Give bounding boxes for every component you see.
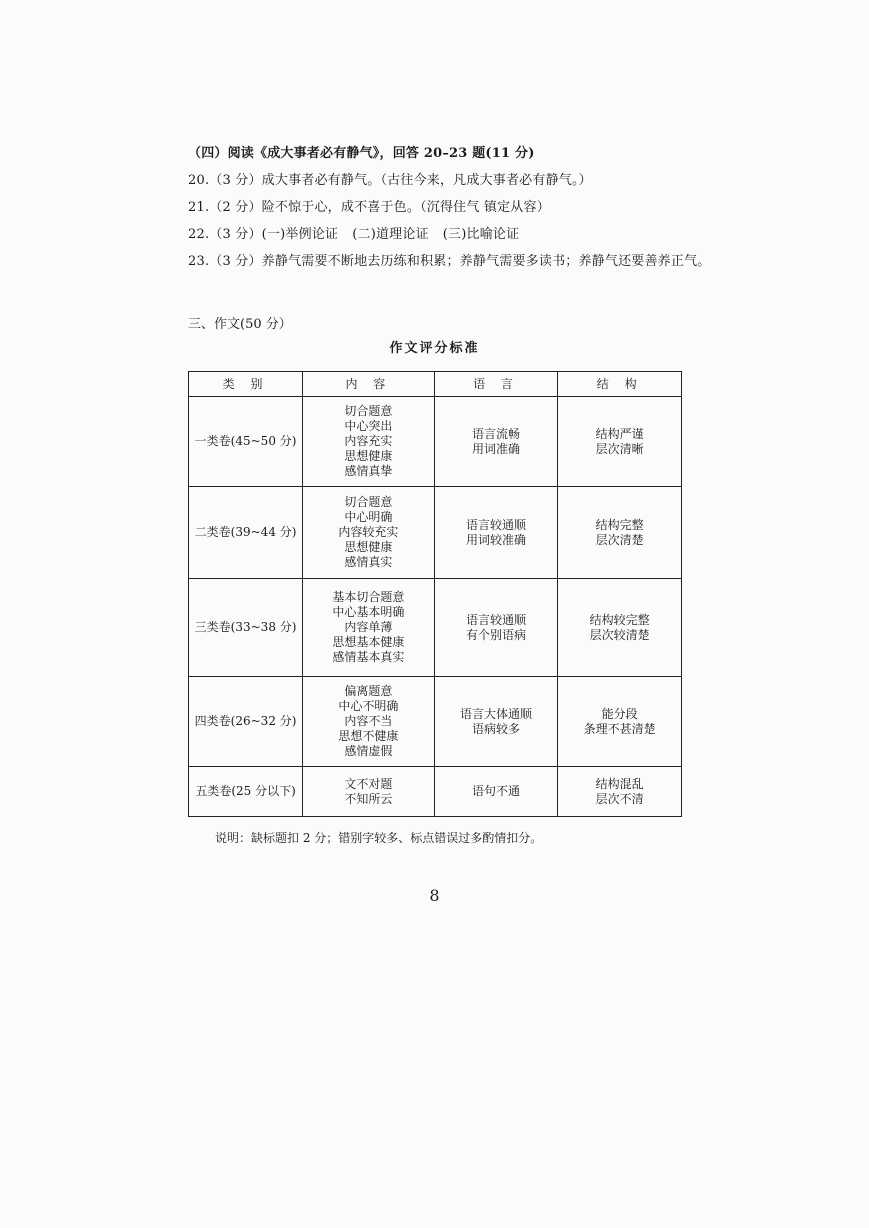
content-item: 内容单薄 <box>344 620 393 634</box>
structure-item: 层次不清 <box>595 791 644 806</box>
structure-item: 条理不甚清楚 <box>583 721 656 736</box>
content-item: 中心不明确 <box>338 699 399 713</box>
content-item: 中心明确 <box>344 510 393 524</box>
table-row <box>189 767 682 817</box>
language-cell <box>434 677 558 767</box>
structure-cell <box>558 767 682 817</box>
content-item: 切合题意 <box>344 404 393 418</box>
language-item: 用词准确 <box>471 441 520 456</box>
content-item: 文不对题 <box>344 776 393 791</box>
content-item: 中心突出 <box>344 419 393 433</box>
table-header-row <box>189 372 682 397</box>
language-item: 用词较准确 <box>465 532 526 547</box>
content-item: 思想健康 <box>344 449 393 463</box>
content-item: 感情真实 <box>344 555 393 569</box>
structure-cell <box>558 677 682 767</box>
content-item: 内容较充实 <box>338 525 399 539</box>
answer-22-part-1: 22.（3 分）(一)举例论证 <box>188 227 339 242</box>
structure-item: 结构完整 <box>595 517 644 532</box>
structure-item: 层次清晰 <box>595 441 644 456</box>
structure-cell <box>558 487 682 579</box>
reading-answers <box>188 146 711 281</box>
answer-23: 23.（3 分）养静气需要不断地去历练和积累；养静气需要多读书；养静气还要善养正气。 <box>188 254 711 269</box>
language-cell <box>434 579 558 677</box>
content-item: 偏离题意 <box>344 684 393 698</box>
language-cell <box>434 397 558 487</box>
structure-item: 层次清楚 <box>595 532 644 547</box>
language-item: 有个别语病 <box>465 627 526 642</box>
category-cell: 二类卷(39~44 分) <box>189 487 303 579</box>
table-row <box>189 677 682 767</box>
answer-20: 20.（3 分）成大事者必有静气。（古往今来，凡成大事者必有静气。） <box>188 173 592 188</box>
category-cell: 三类卷(33~38 分) <box>189 579 303 677</box>
header-category: 类 别 <box>189 372 303 397</box>
language-item: 语句不通 <box>471 784 520 798</box>
language-item: 语言较通顺 <box>465 517 526 532</box>
category-cell: 五类卷(25 分以下) <box>189 767 303 817</box>
table-row <box>189 397 682 487</box>
content-item: 中心基本明确 <box>332 605 405 619</box>
answer-21: 21.（2 分）险不惊于心，成不喜于色。（沉得住气 镇定从容） <box>188 200 550 215</box>
structure-item: 结构严谨 <box>595 426 644 441</box>
table-row <box>189 487 682 579</box>
structure-item: 能分段 <box>601 706 638 721</box>
content-item: 思想不健康 <box>338 729 399 743</box>
content-item: 不知所云 <box>344 791 393 806</box>
language-item: 语言较通顺 <box>465 612 526 627</box>
header-structure: 结 构 <box>558 372 682 397</box>
content-cell <box>303 579 435 677</box>
category-cell: 四类卷(26~32 分) <box>189 677 303 767</box>
language-cell <box>434 487 558 579</box>
header-language: 语 言 <box>434 372 558 397</box>
content-item: 切合题意 <box>344 495 393 509</box>
language-item: 语病较多 <box>471 721 520 736</box>
answer-22 <box>188 227 708 243</box>
content-item: 思想健康 <box>344 540 393 554</box>
reading-section-heading: （四）阅读《成大事者必有静气》，回答 20–23 题(11 分) <box>188 146 535 161</box>
header-content: 内 容 <box>303 372 435 397</box>
content-item: 感情虚假 <box>344 744 393 758</box>
structure-item: 结构混乱 <box>595 776 644 791</box>
language-item: 语言流畅 <box>471 426 520 441</box>
content-item: 感情真挚 <box>344 464 393 478</box>
answer-22-part-2: (二)道理论证 <box>352 227 429 242</box>
content-item: 感情基本真实 <box>332 650 405 664</box>
structure-cell <box>558 397 682 487</box>
table-title: 作文评分标准 <box>389 341 480 356</box>
structure-item: 层次较清楚 <box>589 627 650 642</box>
essay-grading-table <box>188 371 682 817</box>
essay-section-heading: 三、作文(50 分） <box>188 317 292 332</box>
content-cell <box>303 397 435 487</box>
category-cell: 一类卷(45~50 分) <box>189 397 303 487</box>
structure-cell <box>558 579 682 677</box>
table-row <box>189 579 682 677</box>
content-item: 内容不当 <box>344 714 393 728</box>
answer-22-part-3: (三)比喻论证 <box>442 227 520 242</box>
content-item: 内容充实 <box>344 434 393 448</box>
structure-item: 结构较完整 <box>589 612 650 627</box>
content-cell <box>303 487 435 579</box>
content-item: 基本切合题意 <box>332 590 405 604</box>
language-item: 语言大体通顺 <box>459 706 532 721</box>
language-cell <box>434 767 558 817</box>
content-item: 思想基本健康 <box>332 635 405 649</box>
content-cell <box>303 767 435 817</box>
content-cell <box>303 677 435 767</box>
page-number: 8 <box>429 886 440 905</box>
grading-note: 说明：缺标题扣 2 分；错别字较多、标点错误过多酌情扣分。 <box>215 831 543 845</box>
